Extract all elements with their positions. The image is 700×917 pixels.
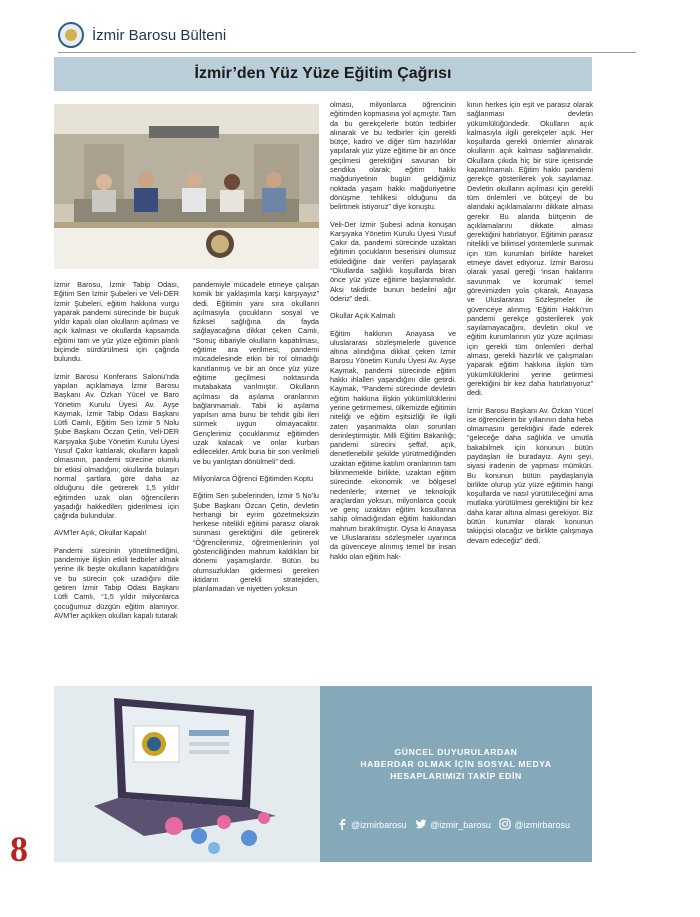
paragraph: İzmir Barosu Konferans Salonu’nda yapılan açıklamaya İzmir Barosu Başkanı Av. Özkan Yücel ve Baro Yönetim Kurulu Üyesi Av. Ayşe Kaymak, İzmir Tabip Odası Başkanı Lütfi Camlı, Eğitim Sen İzmir 5 Nolu Şube Başkanı Öczan Çetin, Veli-DER Karşıyaka Şube Yönetim Kurulu Üyesi Yusuf Çakır katılarak, okulların kapalı olmasının, pandemi sürecine olumlu bir etkisi olmadığını; okullarda bulaşın normal şartlara göre daha az olduğunu dile getirerek 1,5 yıldır eğitimden uzak olan öğrencilerin yaşadığı hakkedilen giderilmesi için çağrıda bulundular.	[54, 371, 179, 521]
cta-line-3: HESAPLARIMIZI TAKİP EDİN	[390, 771, 522, 781]
article-title-band	[54, 57, 592, 91]
paragraph: pandemiyle mücadele etmeye çalışan komik bir yaklaşımla karşı karşıyayız” dedi. Eğitimin yanı sıra okulların açılmasıyla çocukların sosyal ve fiziksel sağlığına da fayda sağlayacağına dikkat çeken Camlı, “Sonuç itibariyle okulların kapatılması, eğitime ara verilmesi, pandemi mücadelesinde etkin bir rol olmadığı kanıtlanmış ve bir an önce yüz yüze eğitime geçilmesi noktasında mutabakata varılmıştır. Okulların açılması da aşılama oranlarının bağlanmamalı. Tabii ki aşılama yapılsın ama bunu bir tehdit gibi ileri sürmek uygun olmayacaktır. Gençlerimiz çocuklarımız eğitimden uzak kalacak ve onlar kurban edilecekler. Artık buna bir son verilmeli ve bu yanlıştan dönülmeli” dedi.	[193, 280, 319, 466]
press-conference-photo	[54, 104, 319, 269]
header-divider	[58, 52, 636, 53]
facebook-icon	[336, 818, 348, 830]
page-number: 8	[10, 829, 28, 869]
article-column-1	[54, 280, 179, 628]
laptop-illustration	[54, 686, 320, 862]
subheading: Milyonlarca Öğrenci Eğitimden Koptu	[193, 473, 314, 483]
paragraph: kının herkes için eşit ve parasız olarak sağlanması devletin yükümlülüğündedir. Okulların açık kalmasıyla ilgili gerekçeler açık. Her koşullarda gerekli önlemler alınarak okulların açık kalması sağlanmalıdır. Okullara çıkıda hiç bir süre içerisinde kapatılmamalı. Eğitim hakkı pandemi gerekçe gösterilerek yok sayılamaz. Devletin okulların açılması için gerekli tüm önlemleri ve bütçeyi de bu alandaki açıklamalarını dikkate alması gerekir. Bu alanda bütçenin de açıklamalarını dikkate alması gerektiğini hatırlatıyor. Eğitimin parasız nitelikli ve bilimsel yöntemlerle sunmak için tüm kurumları birlikte hareket etmeye davet ediyoruz. İzmir Barosu olarak yasal gereği ‘insan haklarını savunmak ve korumak’ temel görevimizden yola çıkarak, Anayasa ve Uluslararası Sözleşmeler ile güvenceye alınmış ‘Eğitim Hakkı’nın pandemi gerekçe gösterilerek yok sayılamayacağını, devletin okul ve eğitim kurumlarının yüz yüze açılması için gerekli tüm önlemleri derhal alması, gerekli hazırlık ve çalışmaları yaparak eğitim hakkına ilişkin tüm yükümlülüklerini yerine getirmesi gerektiğini bir kez daha hatırlatıyoruz” dedi.	[467, 100, 593, 398]
bulletin-brand: İzmir Barosu Bülteni	[92, 27, 227, 44]
social-handles	[320, 818, 592, 830]
paragraph: Pandemi sürecinin yönetilmediğini, pandemiye ilişkin etkili tedbirler almak yerine ilk beşte okulların kapatıldığını ve bu sürecin çok uzadığını dile getiren İzmir Tabip Odası Başkanı Lütfi Camlı, “1,5 yıldır milyonlarca çocuğumuz düzgün eğitim alamıyor. AVM’ler açıkken okulları kapalı tutarak	[54, 545, 179, 620]
laptop-illustration-image	[54, 686, 320, 862]
instagram-icon	[499, 818, 511, 830]
facebook-link[interactable]: @izmirbarosu	[336, 820, 415, 830]
paragraph: Eğitim Sen şubelerinden, İzmir 5 No’lu Şube Başkanı Özcan Çetin, devletin herhangi bir eyrim gözetmeksizin herkese nitelikli eğitimi parasız olarak sunması gerektiğini dile getirerek “Öğrencilerimiz, öğretmenlerinin yol göstericiliğinden mahrum kaldıkları bir dönemi yaşamışlardır. Bütün bu olumsuzlukları gidermesi gereken iktidarın gerekli stratejiden, planlamadan ve niyetten yoksun	[193, 491, 319, 594]
article-column-3	[330, 100, 456, 569]
bar-logo-icon	[58, 22, 84, 48]
social-call-to-action	[320, 686, 592, 862]
article-column-2	[193, 280, 319, 602]
cta-line-2: HABERDAR OLMAK İÇİN SOSYAL MEDYA	[360, 759, 552, 769]
paragraph: İzmir Barosu Başkanı Av. Özkan Yücel ise öğrencilerin bir yıllarının daha heba olmamasını gerektiğini ifade ederek “geleceğe daha sağlıkla ve umutla bakabilmek için konunun bütün paydaşları ile buradayız. Aynı şeyi, siyasi iradenin de yapması mümkün. Bu konunun bütün paydaşlarıyla birlikte olurup yüz yüze eğitimin hangi koşullarda ve nasıl yürütüleceğini ama mutlaka yürütülmesi gerektiğini bir kez daha karar altına alması gerekiyor. Biz bütün kurumlar olarak konunun takipçisi olacağız ve birlikte çalışmaya devam edeceğiz” dedi.	[467, 405, 593, 545]
cta-line-1: GÜNCEL DUYURULARDAN	[394, 747, 518, 757]
paragraph: Veli-Der İzmir Şubesi adına konuşan Karşıyaka Yönetim Kurulu Üyesi Yusuf Çakır da, pandemi sürecinde uzaktan eğitimin çocukların beserisini olumsuz etkilediğine dair verileri paylaşarak “Okullarda sağlıklı koşullarda biran önce yüz yüze eğitime başlanmalıdır. Aksi takdirde bunun bedelini ağır öderiz” dedi.	[330, 219, 456, 303]
twitter-icon	[415, 818, 427, 830]
subheading: AVM’ler Açık, Okullar Kapalı!	[54, 528, 147, 538]
article-title: İzmir’den Yüz Yüze Eğitim Çağrısı	[194, 65, 452, 82]
subheading: Okullar Açık Kalmalı	[330, 311, 396, 321]
twitter-link[interactable]: @izmir_barosu	[415, 820, 499, 830]
call-to-action-text	[320, 746, 592, 782]
paragraph: Eğitim hakkının Anayasa ve uluslararası sözleşmelerle güvence altına alındığına dikkat çeken İzmir Barosu Yönetim Kurulu Üyesi Av. Ayşe Kaymak, pandemi sürecinde eğitim hakkı ihlalleri yaşandığını dile getirdi. Kaymak, “Pandemi sürecinde devletin eğitim hakkına ilişkin yükümlülüklerini yerine getirmemesi, ülkemizde eğitimin niteliği ve eğitim eşitsizliği ile ilgili zaten yaşanmakta olan sorunları derinleştirmiştir. Milli Eğitim Bakanlığı; pandemi sürecini şeffaf, açık, denetlenebilir şekilde yürütmediğinden uzaktan eğitime katılım oranlarının tam bilinmemekle birlikte, uzaktan eğitim sürecinde ekonomik ve bölgesel nedenlerle; internet ve teknolojik araçlardan yoksun, milyonlarca çocuk ve genç uzaktan eğitim kosullarına sahip olmadığından eğitim hakkından mahrum bırakılmıştır. Oysa ki Anayasa ve Uluslararası sözleşmeler uyarınca da güvenceye alınmış temel bir insan hakkı olan eğitim hak-	[330, 328, 456, 561]
instagram-link[interactable]: @izmirbarosu	[499, 820, 576, 830]
page-header	[58, 22, 636, 54]
press-conference-image	[54, 104, 319, 269]
paragraph: olması, milyonlarca öğrencinin eğitimden kopmasına yol açmıştır. Tam da bu gerekçelerle bütün tedbirler alınarak ve bu tedbirler için gerekli bütçe, kadro ve diğer tüm hazırlıklar yapılarak yüz yüze eğitime bir an önce geçilmesi gerektiğini savunan bir sendika olarak; eğitim hakkı mağduriyetinin bugün geldiğimiz noktada yaşam hakkı mağduriyetine dönüşme tehlikesi olduğunu da belirtmek istiyoruz” diye konuştu.	[330, 100, 456, 212]
article-column-4	[467, 100, 593, 553]
social-media-banner	[54, 686, 592, 862]
paragraph: İzmir Barosu, İzmir Tabip Odası, Eğitim Sen İzmir Şubeleri ve Veli-DER İzmir Şubeleri, eğitim hakkına vurgu yaparak pandemi sürecinde bir buçuk yıldır kapalı olan okulların açılması ve açık kalması ve okullarda kapsamda eğitimi tam ve yüz yüze eğitimin planlı biçimde sürdürülmesi için çağrıda bulundu.	[54, 280, 179, 364]
